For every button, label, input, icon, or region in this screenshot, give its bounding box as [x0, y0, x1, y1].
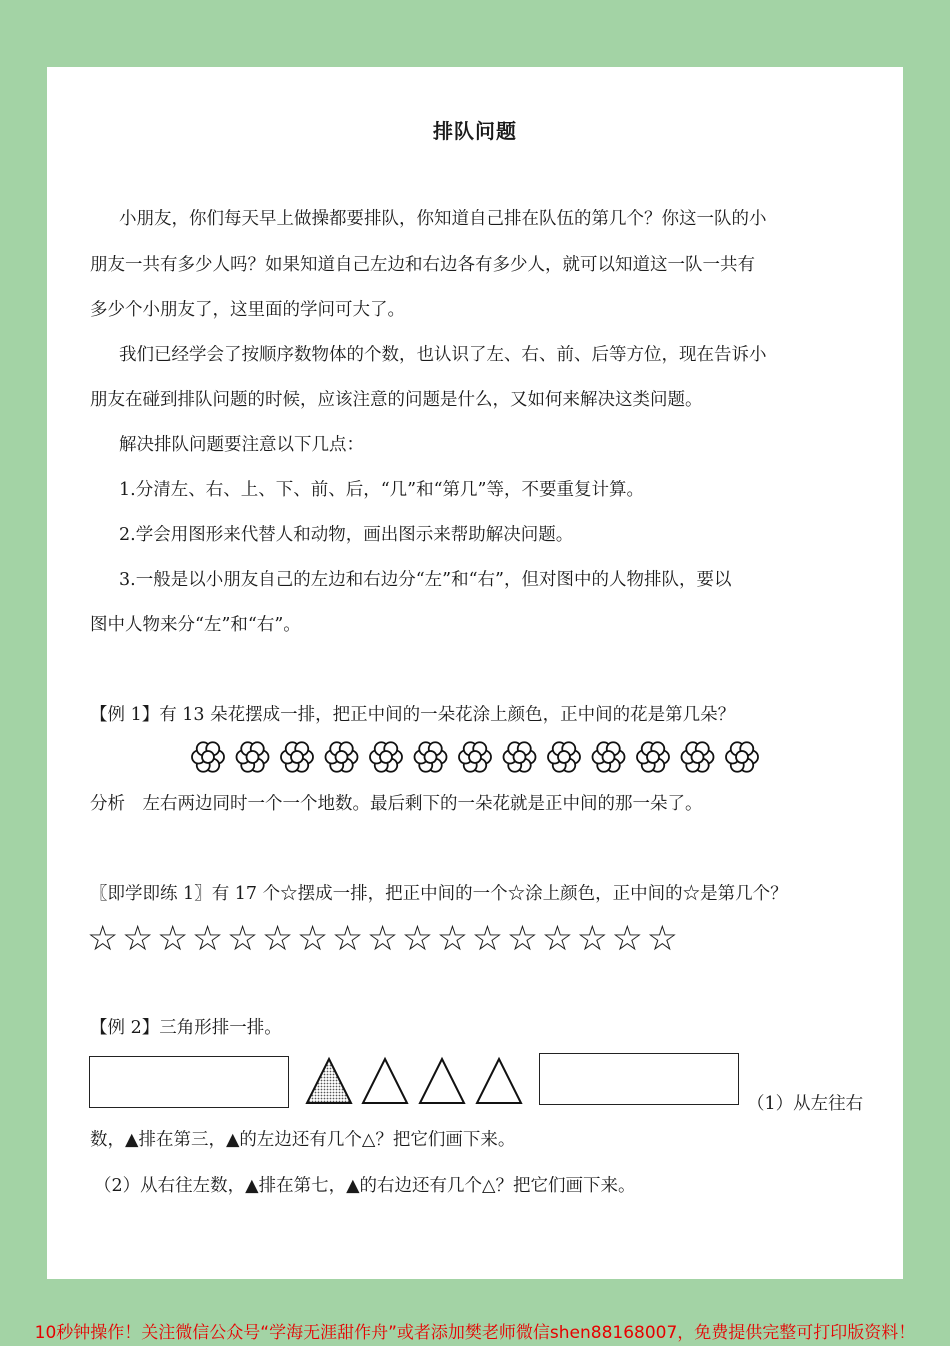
paragraph-line: 解决排队问题要注意以下几点：	[119, 435, 364, 455]
example2-part1: 数，▲排在第三，▲的左边还有几个△？把它们画下来。	[90, 1130, 516, 1150]
star-row: ☆☆☆☆☆☆☆☆☆☆☆☆☆☆☆☆☆	[87, 919, 682, 959]
footer-banner: 10秒钟操作！关注微信公众号“学海无涯甜作舟”或者添加樊老师微信shen88168007，免费提供完整可打印版资料！	[34, 1323, 916, 1343]
triangle	[420, 1059, 464, 1103]
flower-icon	[370, 742, 402, 771]
flower-icon	[682, 742, 714, 771]
example1-question: 【例 1】有 13 朵花摆成一排，把正中间的一朵花涂上颜色，正中间的花是第几朵？	[90, 705, 736, 725]
flower-row	[189, 736, 769, 778]
paragraph-line: 我们已经学会了按顺序数物体的个数，也认识了左、右、前、后等方位，现在告诉小	[119, 345, 767, 365]
right-answer-box	[539, 1053, 739, 1105]
paragraph-line: 朋友一共有多少人吗？如果知道自己左边和右边各有多少人，就可以知道这一队一共有	[90, 255, 755, 275]
flower-icon	[281, 742, 313, 771]
paragraph-line: 小朋友，你们每天早上做操都要排队，你知道自己排在队伍的第几个？你这一队的小	[119, 209, 767, 229]
filled-triangle	[307, 1059, 351, 1103]
flower-icon	[593, 742, 625, 771]
triangle	[477, 1059, 521, 1103]
flower-icon	[326, 742, 358, 771]
rule-1: 1.分清左、右、上、下、前、后，“几”和“第几”等，不要重复计算。	[119, 480, 644, 500]
triangle	[363, 1059, 407, 1103]
flower-icon	[637, 742, 669, 771]
flower-icon	[459, 742, 491, 771]
triangle-row	[305, 1055, 535, 1107]
flower-icon	[237, 742, 269, 771]
example2-heading: 【例 2】三角形排一排。	[90, 1018, 282, 1038]
rule-3-cont: 图中人物来分“左”和“右”。	[90, 615, 301, 635]
paragraph-line: 朋友在碰到排队问题的时候，应该注意的问题是什么，又如何来解决这类问题。	[90, 390, 703, 410]
example2-part2: （2）从右往左数，▲排在第七，▲的右边还有几个△？把它们画下来。	[94, 1176, 636, 1196]
left-answer-box	[89, 1056, 289, 1108]
flower-icon	[415, 742, 447, 771]
worksheet-page	[47, 67, 903, 1279]
flower-icon	[726, 742, 758, 771]
flower-icon	[192, 742, 224, 771]
rule-3: 3.一般是以小朋友自己的左边和右边分“左”和“右”，但对图中的人物排队，要以	[119, 570, 732, 590]
example2-part1-tail: （1）从左往右	[747, 1094, 864, 1114]
flower-icon	[504, 742, 536, 771]
flower-icon	[548, 742, 580, 771]
practice1-question: 〖即学即练 1〗有 17 个☆摆成一排，把正中间的一个☆涂上颜色，正中间的☆是第几个？	[90, 884, 788, 904]
rule-2: 2.学会用图形来代替人和动物，画出图示来帮助解决问题。	[119, 525, 574, 545]
paragraph-line: 多少个小朋友了，这里面的学问可大了。	[90, 300, 405, 320]
example1-analysis: 分析 左右两边同时一个一个地数。最后剩下的一朵花就是正中间的那一朵了。	[90, 794, 703, 814]
page-title: 排队问题	[433, 119, 517, 143]
